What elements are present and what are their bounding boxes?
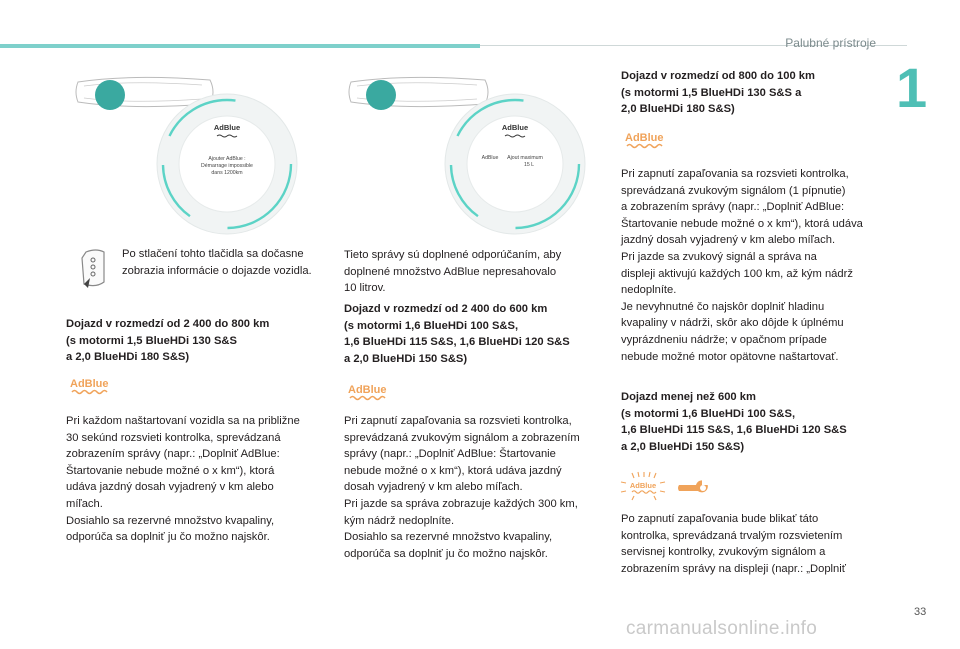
page-number: 33: [914, 606, 927, 618]
display-adblue-label: AdBlue: [213, 123, 241, 132]
display-right-line-2: 15 L: [523, 162, 535, 168]
display-line-2: Démarrage impossible: [201, 163, 253, 169]
section-body-under-600: Po zapnutí zapaľovania bude blikať táto kontrolka, sprevádzaná trvalým rozsvietením servisnej kontrolky, zvukovým signálom a zobrazením správy na displeji (napr.: „Doplniť: [621, 513, 846, 575]
instrument-display-figure-2: [345, 70, 595, 240]
section-heading-under-600: Dojazd menej než 600 km (s motormi 1,6 BlueHDi 100 S&S, 1,6 BlueHDi 115 S&S, 1,6 BlueHDi 120 S&S a 2,0 BlueHDi 150 S&S): [621, 391, 847, 453]
instrument-display-figure-1: [70, 70, 320, 240]
display-line-1: Ajouter AdBlue :: [208, 156, 246, 162]
section-body-2400-600: Pri zapnutí zapaľovania sa rozsvieti kontrolka, sprevádzaná zvukovým signálom a zobrazením správy (napr.: „Doplniť AdBlue: Štartovanie nebude možné o x km“), ktorá udáva jazdný dosah vyjadrený v km alebo míľach. Pri jazde sa správa zobrazuje každých 300 km, kým nádrž nedoplníte. Dosiahlo sa rezervné množstvo kvapaliny, odporúča sa doplniť ju čo možno najskôr.: [344, 415, 580, 560]
watermark: carmanualsonline.info: [626, 618, 818, 639]
svg-text:AdBlue: AdBlue: [348, 384, 387, 396]
svg-text:AdBlue: AdBlue: [70, 378, 109, 390]
section-body-2400-800: Pri každom naštartovaní vozidla sa na približne 30 sekúnd rozsvieti kontrolka, sprevádzaná zobrazením správy (napr.: „Doplniť AdBlue: Štartovanie nebude možné o x km“), ktorá udáva jazdný dosah vyjadrený v km alebo míľach. Dosiahlo sa rezervné množstvo kvapaliny, odporúča sa doplniť ju čo možno najskôr.: [66, 415, 300, 544]
section-heading-2400-600: Dojazd v rozmedzí od 2 400 do 600 km (s motormi 1,6 BlueHDi 100 S&S, 1,6 BlueHDi 115 S&S, 1,6 BlueHDi 120 S&S a 2,0 BlueHDi 150 S&S): [344, 303, 570, 365]
adblue-warning-icon-1: [68, 375, 118, 397]
svg-text:AdBlue: AdBlue: [625, 132, 664, 144]
display-left-label: AdBlue: [481, 155, 499, 161]
header-accent-bar: [0, 44, 480, 48]
section-body-800-100: Pri zapnutí zapaľovania sa rozsvieti kontrolka, sprevádzaná zvukovým signálom (1 pípnutie) a zobrazením správy (napr.: „Doplniť AdBlue: Štartovanie nebude možné o x km“), ktorá udáva jazdný dosah vyjadrený v km alebo míľach. Pri jazde sa zvukový signál a správa na displeji aktivujú každých 100 km, až kým nádrž nedoplníte. Je nevyhnutné čo najskôr doplniť hladinu kvapaliny v nádrži, skôr ako dôjde k úplnému vyprázdneniu nádrže; v opačnom prípade nebude možné motor opätovne naštartovať.: [621, 168, 863, 363]
page-section-title: Palubné prístroje: [785, 36, 876, 50]
steering-button-sketch-2: [349, 77, 488, 110]
adblue-warning-icon-2: [346, 381, 396, 403]
svg-text:AdBlue: AdBlue: [629, 481, 657, 490]
display-line-3: dans 1200km: [211, 170, 243, 176]
refill-recommendation: Tieto správy sú doplnené odporúčaním, aby doplnené množstvo AdBlue nepresahovalo 10 litrov.: [344, 249, 562, 295]
adblue-warning-icon-3: [623, 129, 673, 151]
section-heading-2400-800: Dojazd v rozmedzí od 2 400 do 800 km (s motormi 1,5 BlueHDi 130 S&S a 2,0 BlueHDi 180 S&S): [66, 318, 270, 364]
display-adblue-label-2: AdBlue: [501, 123, 529, 132]
chapter-number: 1: [896, 56, 928, 119]
button-description: Po stlačení tohto tlačidla sa dočasne zobrazia informácie o dojazde vozidla.: [122, 248, 312, 277]
wrench-icon: [676, 477, 712, 497]
adblue-blinking-warning-icon: [618, 470, 668, 502]
display-right-line-1: Ajout maximum: [507, 155, 543, 161]
section-heading-800-100: Dojazd v rozmedzí od 800 do 100 km (s motormi 1,5 BlueHDi 130 S&S a 2,0 BlueHDi 180 S&S): [621, 70, 815, 116]
remote-button-icon: [76, 248, 112, 290]
